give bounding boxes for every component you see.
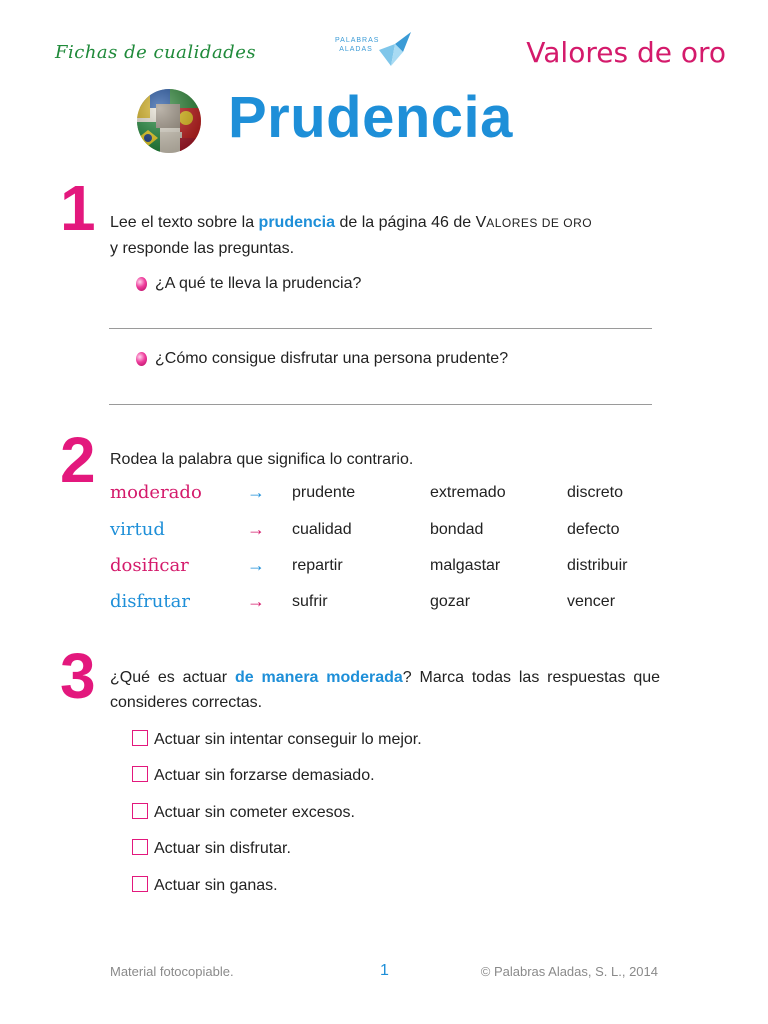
option-defecto[interactable]: defecto xyxy=(567,521,620,538)
footer-right: © Palabras Aladas, S. L., 2014 xyxy=(480,964,658,979)
checkbox-option-4[interactable] xyxy=(132,839,291,858)
book-title-rest: ALORES DE ORO xyxy=(486,216,593,230)
checkbox-option-1-label: Actuar sin intentar conseguir lo mejor. xyxy=(154,731,422,748)
arrow-icon: → xyxy=(247,591,265,611)
checkbox[interactable] xyxy=(132,876,148,892)
section3-question-part2: ? Marca todas las respuestas que consideres correctas. xyxy=(110,669,661,711)
section1-intro-part1: Lee el texto sobre la xyxy=(110,214,259,231)
option-cualidad[interactable]: cualidad xyxy=(292,521,352,538)
option-gozar[interactable]: gozar xyxy=(430,593,471,610)
section1-intro xyxy=(110,210,660,261)
section1-intro-line2: y responde las preguntas. xyxy=(110,240,295,257)
page-number: 1 xyxy=(380,962,389,979)
option-extremado[interactable]: extremado xyxy=(430,484,506,501)
arrow-icon: → xyxy=(247,482,265,502)
word-virtud: virtud xyxy=(110,519,165,540)
bullet-icon xyxy=(136,277,147,291)
section3-question-highlight: de manera moderada xyxy=(234,669,403,686)
logo-text-line1: PALABRAS xyxy=(335,37,380,44)
section3-question-part1: ¿Qué es actuar xyxy=(110,669,235,686)
checkbox-option-2-label: Actuar sin forzarse demasiado. xyxy=(154,767,375,784)
section-number-1: 1 xyxy=(60,172,96,244)
checkbox-option-5[interactable] xyxy=(132,876,278,895)
checkbox-option-2[interactable] xyxy=(132,766,375,785)
checkbox-option-4-label: Actuar sin disfrutar. xyxy=(154,840,291,857)
question-1-text: ¿A qué te lleva la prudencia? xyxy=(155,275,362,292)
option-bondad[interactable]: bondad xyxy=(430,521,484,538)
checkbox[interactable] xyxy=(132,730,148,746)
checkbox-option-5-label: Actuar sin ganas. xyxy=(154,877,278,894)
bullet-icon xyxy=(136,352,147,366)
checkbox[interactable] xyxy=(132,839,148,855)
option-vencer[interactable]: vencer xyxy=(567,593,616,610)
option-malgastar[interactable]: malgastar xyxy=(430,557,501,574)
header-left-label: Fichas de cualidades xyxy=(55,42,257,63)
section1-intro-highlight: prudencia xyxy=(258,214,336,231)
answer-line-2[interactable] xyxy=(109,404,652,405)
section-number-2: 2 xyxy=(60,424,96,496)
option-prudente[interactable]: prudente xyxy=(292,484,356,501)
word-dosificar: dosificar xyxy=(110,555,189,576)
publisher-logo xyxy=(335,30,415,70)
question-1 xyxy=(136,271,361,296)
section2-instruction: Rodea la palabra que significa lo contrario. xyxy=(110,451,414,468)
checkbox[interactable] xyxy=(132,803,148,819)
word-moderado: moderado xyxy=(110,482,202,503)
option-sufrir[interactable]: sufrir xyxy=(292,593,328,610)
footer-left: Material fotocopiable. xyxy=(110,964,234,979)
section-number-3: 3 xyxy=(60,640,96,712)
question-2-text: ¿Cómo consigue disfrutar una persona prudente? xyxy=(155,350,509,367)
answer-line-1[interactable] xyxy=(109,328,652,329)
origami-bird-icon xyxy=(377,30,413,68)
checkbox-option-1[interactable] xyxy=(132,730,422,749)
book-title-cap: V xyxy=(475,214,487,231)
book-title xyxy=(476,214,593,231)
option-repartir[interactable]: repartir xyxy=(292,557,343,574)
checkbox-option-3[interactable] xyxy=(132,803,355,822)
word-disfrutar: disfrutar xyxy=(110,591,190,612)
option-discreto[interactable]: discreto xyxy=(567,484,624,501)
header-right-label: Valores de oro xyxy=(526,36,726,69)
page-title: Prudencia xyxy=(228,85,513,150)
section1-intro-part2: de la página 46 de xyxy=(335,214,476,231)
world-ball-image xyxy=(136,88,202,154)
checkbox[interactable] xyxy=(132,766,148,782)
arrow-icon: → xyxy=(247,555,265,575)
question-2 xyxy=(136,346,508,371)
arrow-icon: → xyxy=(247,519,265,539)
section3-question xyxy=(110,665,660,715)
checkbox-option-3-label: Actuar sin cometer excesos. xyxy=(154,804,355,821)
logo-text-line2: ALADAS xyxy=(339,46,373,53)
option-distribuir[interactable]: distribuir xyxy=(567,557,628,574)
